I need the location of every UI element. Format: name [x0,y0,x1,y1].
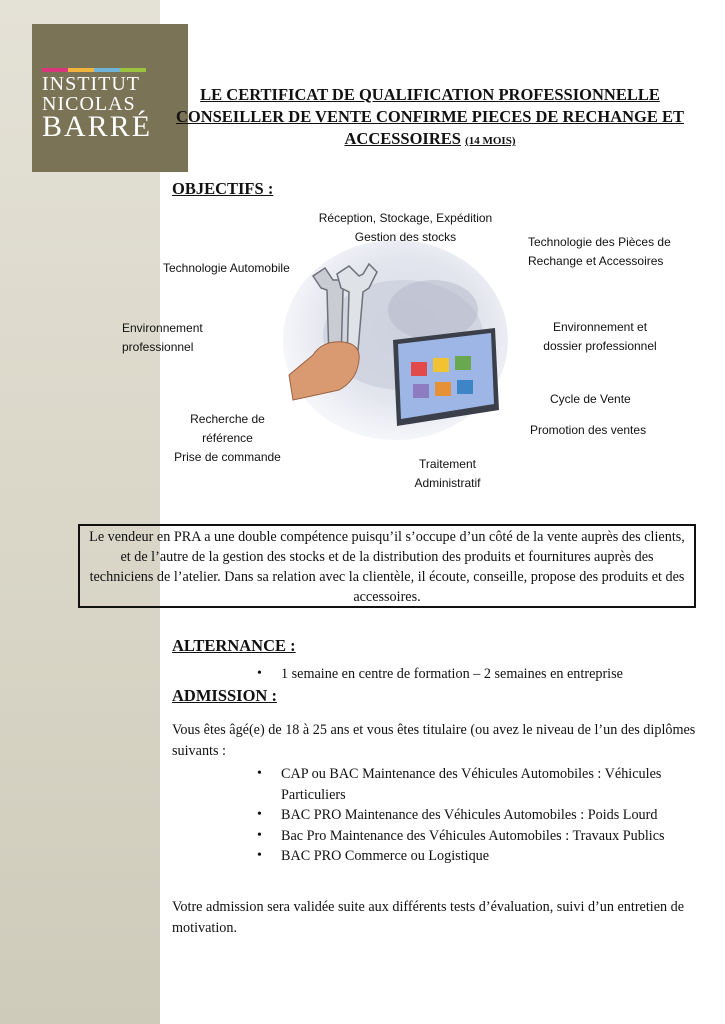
objective-env-dossier-line1: Environnement et [552,320,648,334]
objective-env-pro [122,319,203,357]
objective-recherche-line1: Recherche de [190,412,265,426]
objective-env-pro-line1: Environnement [122,321,203,335]
diploma-list [257,764,697,867]
logo-stripe [68,68,94,72]
document-title [170,84,690,152]
title-line-2: CONSEILLER DE VENTE CONFIRME PIECES DE RECHANGE ET [175,107,685,126]
wrench-and-monitor-illustration [283,240,508,440]
objective-env-dossier [540,318,660,356]
title-duration: (14 MOIS) [465,135,516,147]
list-item: • CAP ou BAC Maintenance des Véhicules Automobiles : Véhicules Particuliers [257,764,697,805]
hand-icon [289,342,359,400]
objective-techno-pieces-line1: Technologie des Pièces de [528,235,671,249]
objective-traitement-line1: Traitement [419,457,476,471]
objective-reception-line1: Réception, Stockage, Expédition [318,211,493,225]
objective-techno-pieces-line2: Rechange et Accessoires [528,254,664,268]
admission-closing: Votre admission sera validée suite aux différents tests d’évaluation, suivi d’un entretien de motivation. [172,899,685,936]
title-line-1: LE CERTIFICAT DE QUALIFICATION PROFESSIONNELLE [200,85,660,104]
objective-reception-line2: Gestion des stocks [354,230,457,244]
logo-color-stripes [42,68,146,72]
objective-traitement-line2: Administratif [414,476,481,490]
alternance-heading: ALTERNANCE : [172,636,296,655]
list-item: • BAC PRO Commerce ou Logistique [257,846,697,867]
objective-promotion: Promotion des ventes [530,423,647,437]
admission-intro: Vous êtes âgé(e) de 18 à 25 ans et vous êtes titulaire (ou avez le niveau de l’un des diplômes suivants : [172,722,696,759]
list-item: • Bac Pro Maintenance des Véhicules Automobiles : Travaux Publics [257,826,697,847]
logo-text-nicolas: NICOLAS [42,93,136,115]
list-item: • BAC PRO Maintenance des Véhicules Automobiles : Poids Lourd [257,805,697,826]
objective-techno-auto: Technologie Automobile [163,261,290,275]
list-item: • 1 semaine en centre de formation – 2 semaines en entreprise [257,664,697,685]
logo-text-institut: INSTITUT [42,73,140,95]
job-description-box: Le vendeur en PRA a une double compétence puisqu’il s’occupe d’un côté de la vente auprès des clients, et de l’autre de la gestion des stocks et de la distribution des produits et fournitures auprès des techniciens de l’atelier. Dans sa relation avec la clientèle, il écoute, conseille, propose des produits et des accessoires. [78,524,696,608]
title-accessoires: ACCESSOIRES [344,129,461,148]
objective-env-pro-line2: professionnel [122,340,194,354]
illustration-graphic [283,240,508,440]
logo-text-barre: BARRÉ [42,110,153,143]
objective-env-dossier-line2: dossier professionnel [543,339,657,353]
alternance-list [257,664,697,685]
admission-heading: ADMISSION : [172,686,277,705]
objective-traitement [405,455,490,493]
title-line-3 [170,128,690,152]
computer-monitor-icon [393,328,499,426]
objective-recherche-line2: référence [202,431,253,445]
objective-cycle-vente: Cycle de Vente [550,392,631,406]
logo-stripe [94,68,120,72]
objective-recherche-line3: Prise de commande [174,450,281,464]
logo-stripe [42,68,68,72]
objectifs-heading: OBJECTIFS : [172,179,274,198]
logo-stripe [120,68,146,72]
objective-recherche [165,410,290,467]
objective-reception [318,209,493,247]
objective-techno-pieces [528,233,671,271]
